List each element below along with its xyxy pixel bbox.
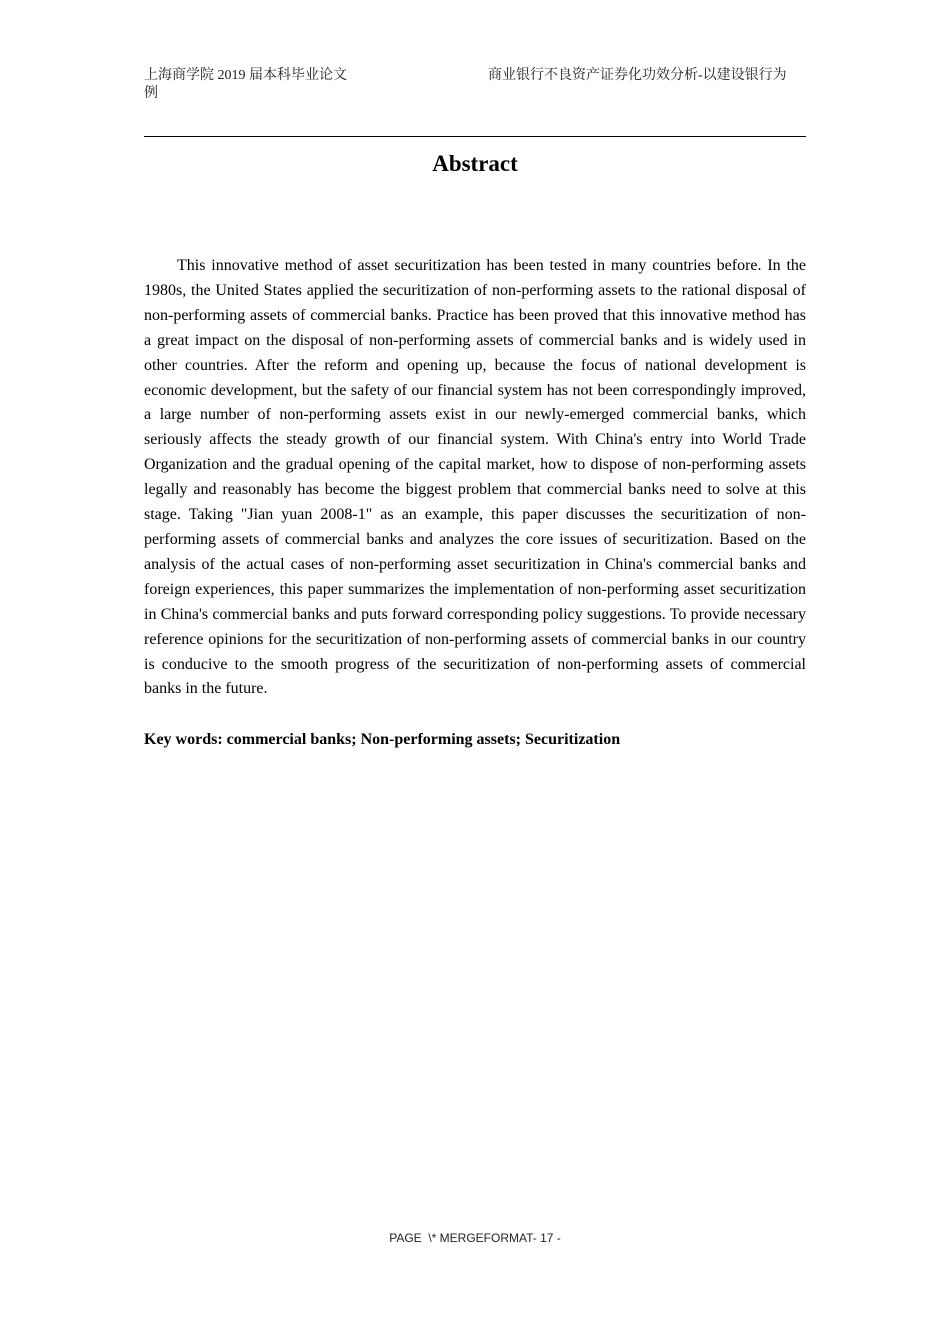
page-title: Abstract [432, 151, 518, 176]
header-thesis-title: 商业银行不良资产证券化功效分析-以建设银行为 [488, 68, 787, 83]
header-divider [144, 136, 806, 137]
page-header [144, 67, 806, 107]
page-footer: PAGE \* MERGEFORMAT- 17 - [389, 1231, 561, 1245]
keywords-line: Key words: commercial banks; Non-performing assets; Securitization [144, 731, 621, 748]
abstract-paragraph: This innovative method of asset securitization has been tested in many countries before. In the 1980s, the United States applied the securitization of non-performing assets to the rational disposal of non-performing assets of commercial banks. Practice has been proved that this innovative method has a great impact on the disposal of non-performing assets of commercial banks and is widely used in other countries. After the reform and opening up, because the focus of national development is economic development, but the safety of our financial system has not been correspondingly improved, a large number of non-performing assets exist in our newly-emerged commercial banks, which seriously affects the steady growth of our financial system. With China's entry into World Trade Organization and the gradual opening of the capital market, how to dispose of non-performing assets legally and reasonably has become the biggest problem that commercial banks need to solve at this stage. Taking "Jian yuan 2008-1" as an example, this paper discusses the securitization of non-performing assets of commercial banks and analyzes the core issues of securitization. Based on the analysis of the actual cases of non-performing asset securitization in China's commercial banks and foreign experiences, this paper summarizes the implementation of non-performing asset securitization in China's commercial banks and puts forward corresponding policy suggestions. To provide necessary reference opinions for the securitization of non-performing assets of commercial banks in our country is conducive to the smooth progress of the securitization of non-performing assets of commercial banks in the future. [144, 257, 806, 698]
header-thesis-label: 上海商学院 2019 届本科毕业论文例 [144, 68, 347, 101]
